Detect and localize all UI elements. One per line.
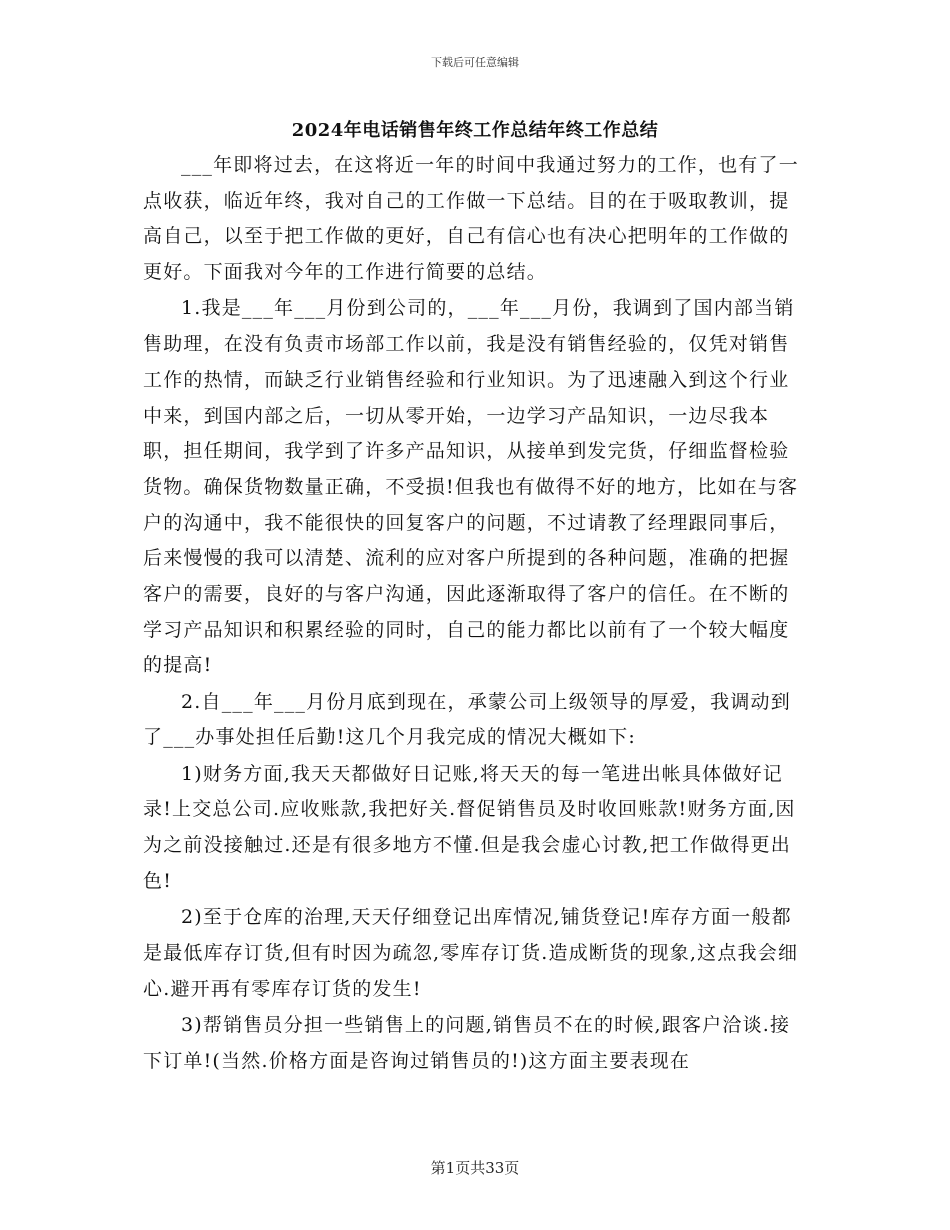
document-title: 2024年电话销售年终工作总结年终工作总结 [291, 120, 659, 141]
paragraph-2-sales-support: 3)帮销售员分担一些销售上的问题,销售员不在的时候,跟客户洽谈.接下订单!(当然.价格方面是咨询过销售员的!)这方面主要表现在 [143, 1013, 791, 1072]
paragraph-2: 2.自___年___月份月底到现在，承蒙公司上级领导的厚爱，我调动到了___办事处担任后勤!这几个月我完成的情况大概如下: [143, 690, 791, 749]
paragraph-2-finance: 1)财务方面,我天天都做好日记账,将天天的每一笔进出帐具体做好记录!上交总公司.应收账款,我把好关.督促销售员及时收回账款!财务方面,因为之前没接触过.还是有很多地方不懂.但是我会虚心讨教,把工作做得更出色! [143, 762, 796, 892]
document-body [143, 148, 806, 1079]
page-footer-page-info: 第1页共33页 [430, 1159, 520, 1177]
paragraph-2-warehouse: 2)至于仓库的治理,天天仔细登记出库情况,铺货登记!库存方面一般都是最低库存订货,但有时因为疏忽,零库存订货.造成断货的现象,这点我会细心.避开再有零库存订货的发生! [143, 906, 799, 1000]
page-header-note: 下载后可任意编辑 [431, 56, 519, 69]
paragraph-1: 1.我是___年___月份到公司的，___年___月份，我调到了国内部当销售助理，在没有负责市场部工作以前，我是没有销售经验的，仅凭对销售工作的热情，而缺乏行业销售经验和行业知识。为了迅速融入到这个行业中来，到国内部之后，一切从零开始，一边学习产品知识，一边尽我本职，担任期间，我学到了许多产品知识，从接单到发完货，仔细监督检验货物。确保货物数量正确，不受损!但我也有做得不好的地方，比如在与客户的沟通中，我不能很快的回复客户的问题，不过请教了经理跟同事后，后来慢慢的我可以清楚、流利的应对客户所提到的各种问题，准确的把握客户的需要，良好的与客户沟通，因此逐渐取得了客户的信任。在不断的学习产品知识和积累经验的同时，自己的能力都比以前有了一个较大幅度的提高! [143, 297, 799, 677]
paragraph-intro: ___年即将过去，在这将近一年的时间中我通过努力的工作，也有了一点收获，临近年终，我对自己的工作做一下总结。目的在于吸取教训，提高自己，以至于把工作做的更好，自己有信心也有决心把明年的工作做的更好。下面我对今年的工作进行简要的总结。 [143, 154, 799, 284]
